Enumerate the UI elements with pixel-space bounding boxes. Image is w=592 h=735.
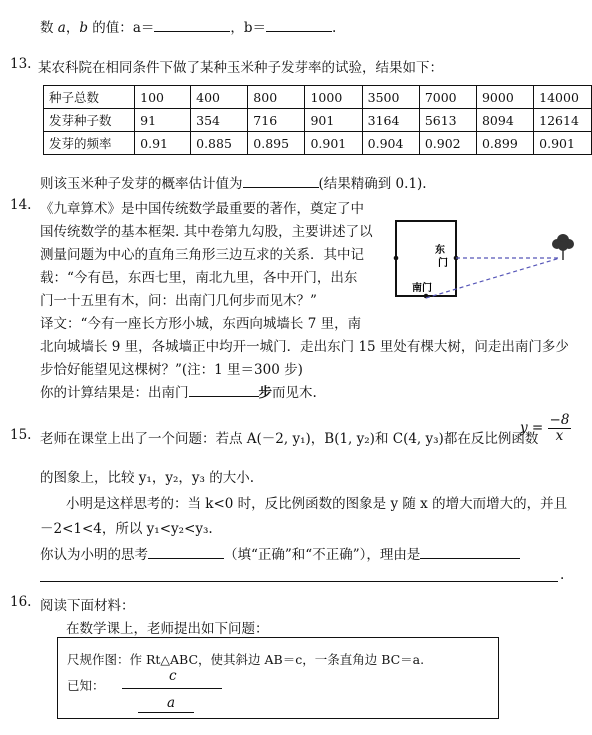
- table-cell: 901: [305, 109, 362, 132]
- tree-icon: [552, 234, 574, 260]
- q14-result-prefix: 你的计算结果是：出南门: [40, 385, 189, 401]
- table-cell: 5613: [419, 109, 476, 132]
- a-equals: a＝: [132, 20, 155, 36]
- table-cell: 0.899: [476, 132, 533, 155]
- q13-stem: 某农科院在相同条件下做了某种玉米种子发芽率的试验，结果如下：: [38, 60, 443, 76]
- table-cell: 8094: [476, 109, 533, 132]
- q16-sub: 在数学课上，老师提出如下问题：: [66, 621, 269, 637]
- table-cell: 100: [135, 86, 191, 109]
- answer-blank-b[interactable]: [266, 30, 332, 32]
- q14-line: 步恰好能望见这棵树？”(注：1 里＝300 步): [40, 362, 303, 378]
- q13-answer-prefix: 则该玉米种子发芽的概率估计值为: [40, 176, 243, 192]
- q15-line4: －2<1<4，所以 y₁<y₂<y₃.: [40, 521, 213, 537]
- q13-answer-line: [40, 172, 427, 192]
- table-cell: 12614: [534, 109, 592, 132]
- table-cell: 发芽种子数: [44, 109, 135, 132]
- city-wall-diagram: [388, 218, 588, 304]
- q15-line5-b: （填“正确”和“不正确”），理由是: [224, 547, 421, 563]
- segment-c-label: c: [169, 668, 177, 684]
- segment-c: [122, 688, 222, 689]
- segment-a: [138, 712, 194, 713]
- q12-text: 数: [40, 20, 58, 36]
- table-cell: 0.91: [135, 132, 191, 155]
- q14-line: 测量问题为中心的直角三角形三边互求的关系．其中记: [40, 247, 364, 263]
- q15-end: .: [560, 567, 565, 583]
- table-cell: 种子总数: [44, 86, 135, 109]
- table-row: [44, 86, 592, 109]
- table-cell: 800: [248, 86, 305, 109]
- q16-number: 16.: [10, 594, 32, 610]
- q15-line5: [40, 543, 520, 563]
- q15-reason-blank-2[interactable]: [40, 580, 558, 582]
- q15-reason-blank[interactable]: [420, 557, 520, 559]
- q14-result-bold: 步: [258, 385, 272, 401]
- table-cell: 发芽的频率: [44, 132, 135, 155]
- q14-line: 译文：“今有一座长方形小城，东西向城墙长 7 里，南: [40, 316, 362, 332]
- function-fraction: [548, 413, 572, 444]
- q14-line: 《九章算术》是中国传统数学最重要的著作，奠定了中: [40, 201, 364, 217]
- q12-tail-line: [40, 16, 336, 36]
- south-gate-label: 南门: [412, 283, 432, 294]
- germination-table: [43, 85, 592, 155]
- table-cell: 400: [191, 86, 248, 109]
- east-gate-label-2: 门: [438, 258, 448, 269]
- q14-line: 门一十五里有木，问：出南门几何步而见木？”: [40, 293, 317, 309]
- table-cell: 716: [248, 109, 305, 132]
- q14-line: 载：“今有邑，东西七里，南北九里，各中开门，出东: [40, 270, 358, 286]
- b-equals: ，b＝: [230, 20, 267, 36]
- box-line1: 尺规作图：作 Rt△ABC，使其斜边 AB＝c，一条直角边 BC＝a.: [67, 652, 425, 667]
- q14-result-line: [40, 381, 317, 401]
- y-equals: y =: [520, 420, 548, 436]
- q13-answer-blank[interactable]: [243, 186, 319, 188]
- q12-text-b: 的值：: [88, 20, 133, 36]
- table-cell: 0.902: [419, 132, 476, 155]
- q15-function: [520, 413, 571, 444]
- segment-a-label: a: [167, 695, 176, 711]
- q14-answer-blank[interactable]: [189, 395, 259, 397]
- table-cell: 3500: [362, 86, 419, 109]
- table-cell: 0.904: [362, 132, 419, 155]
- q15-judgment-blank[interactable]: [148, 557, 224, 559]
- answer-blank-a[interactable]: [154, 30, 230, 32]
- fraction-denominator: x: [555, 428, 564, 444]
- table-cell: 7000: [419, 86, 476, 109]
- west-gate-dot: [394, 256, 399, 261]
- table-cell: 14000: [534, 86, 592, 109]
- east-gate-label-1: 东: [435, 245, 445, 256]
- var-b: b: [79, 20, 89, 36]
- q14-line: 北向城墙长 9 里，各城墙正中均开一城门．走出东门 15 里处有棵大树，问走出南门多少: [40, 339, 569, 355]
- table-cell: 0.895: [248, 132, 305, 155]
- table-cell: 1000: [305, 86, 362, 109]
- q14-line: 国传统数学的基本框架. 其中卷第九勾股，主要讲述了以: [40, 224, 373, 240]
- table-cell: 91: [135, 109, 191, 132]
- fraction-numerator: −8: [549, 412, 570, 428]
- q15-line2: 的图象上，比较 y₁，y₂，y₃ 的大小.: [40, 470, 254, 486]
- table-row: [44, 132, 592, 155]
- q14-number: 14.: [10, 197, 32, 213]
- q14-result-suffix: 而见木.: [272, 385, 317, 401]
- q13-answer-suffix: (结果精确到 0.1).: [318, 176, 427, 192]
- var-a: a: [57, 20, 66, 36]
- period: .: [332, 20, 337, 36]
- comma: ，: [65, 20, 80, 36]
- q15-number: 15.: [10, 427, 32, 443]
- q15-line5-a: 你认为小明的思考: [40, 547, 148, 563]
- q13-number: 13.: [10, 56, 32, 72]
- table-row: [44, 109, 592, 132]
- table-cell: 0.901: [305, 132, 362, 155]
- q15-line1: 老师在课堂上出了一个问题：若点 A(－2, y₁)，B(1, y₂)和 C(4, y₃)都在反比例函数: [40, 431, 539, 447]
- table-cell: 0.901: [534, 132, 592, 155]
- construction-problem-box: [57, 637, 499, 719]
- table-cell: 3164: [362, 109, 419, 132]
- table-cell: 9000: [476, 86, 533, 109]
- q16-stem: 阅读下面材料：: [40, 598, 135, 614]
- table-cell: 0.885: [191, 132, 248, 155]
- table-cell: 354: [191, 109, 248, 132]
- q15-line3: 小明是这样思考的：当 k<0 时，反比例函数的图象是 y 随 x 的增大而增大的，并且: [66, 496, 568, 512]
- box-known: 已知：: [67, 678, 105, 693]
